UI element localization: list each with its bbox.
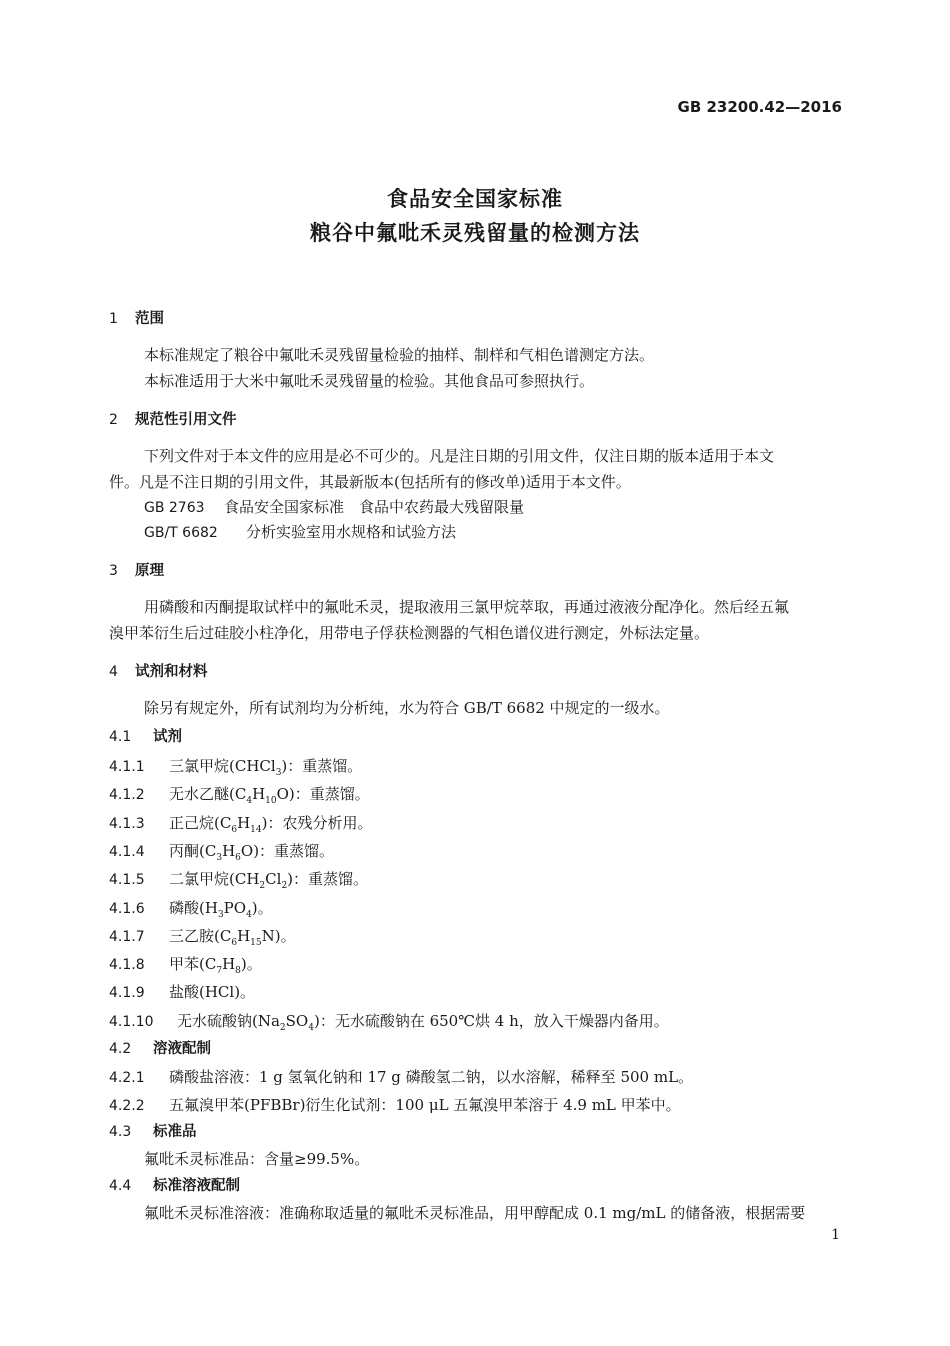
section-3-heading xyxy=(109,561,164,581)
item-text: 丙酮(C xyxy=(169,842,217,860)
title-line-1: 食品安全国家标准 xyxy=(387,187,563,211)
section-4-heading xyxy=(109,662,208,682)
section-number: 4.1 xyxy=(109,729,132,745)
item-number: 4.1.10 xyxy=(109,1014,154,1030)
formula-subscript: 4 xyxy=(308,1023,314,1033)
item-text: Cl xyxy=(265,870,282,888)
section-3-para-line-1: 用磷酸和丙酮提取试样中的氟吡禾灵，提取液用三氯甲烷萃取，再通过液液分配净化。然后经五氟 xyxy=(144,598,790,616)
formula-subscript: 3 xyxy=(216,853,223,863)
item-text: 甲苯(C xyxy=(169,955,217,973)
section-number: 4.4 xyxy=(109,1178,132,1194)
formula-subscript: 2 xyxy=(259,881,266,891)
formula-subscript: 6 xyxy=(231,938,238,948)
reagent-item xyxy=(109,982,255,1003)
subsection-4-2-heading xyxy=(109,1039,211,1059)
item-text: )：重蒸馏。 xyxy=(281,757,363,775)
formula-subscript: 3 xyxy=(275,768,282,778)
formula-subscript: 10 xyxy=(265,796,277,806)
item-text: 盐酸(HCl)。 xyxy=(169,983,256,1001)
item-number: 4.1.5 xyxy=(109,872,145,888)
section-number: 4 xyxy=(109,664,118,680)
section-title: 范围 xyxy=(135,311,164,327)
item-text: )。 xyxy=(251,899,273,917)
reference-title: 分析实验室用水规格和试验方法 xyxy=(246,523,457,541)
section-number: 1 xyxy=(109,311,118,327)
reagent-item xyxy=(109,954,262,981)
item-text: 三乙胺(C xyxy=(169,927,232,945)
reagent-item xyxy=(109,926,296,953)
item-text: 五氟溴甲苯(PFBBr)衍生化试剂：100 μL 五氟溴甲苯溶于 4.9 mL 甲苯中。 xyxy=(169,1096,681,1114)
section-title: 溶液配制 xyxy=(153,1041,211,1057)
item-text: H xyxy=(252,785,266,803)
standard-code: GB 23200.42—2016 xyxy=(677,98,842,116)
reagent-item xyxy=(109,756,362,783)
reagent-item xyxy=(109,1011,669,1038)
item-text: H xyxy=(237,927,251,945)
item-text: 正己烷(C xyxy=(169,814,232,832)
section-title: 试剂和材料 xyxy=(135,664,208,680)
reagent-item xyxy=(109,841,334,868)
section-number: 2 xyxy=(109,412,118,428)
item-text: PO xyxy=(223,899,247,917)
item-text: )。 xyxy=(240,955,262,973)
formula-subscript: 14 xyxy=(250,825,262,835)
item-text: O)：重蒸馏。 xyxy=(240,842,335,860)
solution-item-4-2-1 xyxy=(109,1067,693,1088)
subsection-4-1-heading xyxy=(109,727,182,747)
item-text: 无水乙醚(C xyxy=(169,785,247,803)
item-number: 4.1.7 xyxy=(109,929,145,945)
section-title: 标准品 xyxy=(153,1124,197,1140)
subsection-4-4-text: 氟吡禾灵标准溶液：准确称取适量的氟吡禾灵标准品，用甲醇配成 0.1 mg/mL 的储备液，根据需要 xyxy=(144,1204,806,1222)
item-number: 4.1.6 xyxy=(109,901,145,917)
section-2-para-line-2: 件。凡是不注日期的引用文件，其最新版本(包括所有的修改单)适用于本文件。 xyxy=(109,473,631,491)
item-text: H xyxy=(222,955,236,973)
formula-subscript: 3 xyxy=(217,910,224,920)
item-number: 4.1.4 xyxy=(109,844,145,860)
item-number: 4.1.1 xyxy=(109,759,145,775)
item-text: 无水硫酸钠(Na xyxy=(177,1012,280,1030)
reference-title: 食品安全国家标准 食品中农药最大残留限量 xyxy=(224,498,525,516)
section-1-heading xyxy=(109,309,164,329)
subsection-4-3-text: 氟吡禾灵标准品：含量≥99.5%。 xyxy=(144,1150,370,1168)
subsection-4-4-heading xyxy=(109,1176,240,1196)
section-2-para-line-1: 下列文件对于本文件的应用是必不可少的。凡是注日期的引用文件，仅注日期的版本适用于本文 xyxy=(144,447,775,465)
formula-subscript: 4 xyxy=(246,910,252,920)
section-2-heading xyxy=(109,410,237,430)
item-text: H xyxy=(237,814,251,832)
section-title: 规范性引用文件 xyxy=(135,412,237,428)
reagent-item xyxy=(109,869,368,896)
section-number: 3 xyxy=(109,563,118,579)
item-number: 4.1.8 xyxy=(109,957,145,973)
item-text: 磷酸(H xyxy=(169,899,218,917)
formula-subscript: 7 xyxy=(216,966,223,976)
item-number: 4.2.1 xyxy=(109,1070,145,1086)
formula-subscript: 2 xyxy=(279,1023,286,1033)
reagent-item xyxy=(109,784,370,811)
subsection-4-3-heading xyxy=(109,1122,197,1142)
formula-subscript: 8 xyxy=(235,966,241,976)
item-number: 4.1.2 xyxy=(109,787,145,803)
item-number: 4.1.3 xyxy=(109,816,145,832)
formula-subscript: 6 xyxy=(231,825,238,835)
page-number: 1 xyxy=(831,1227,840,1243)
item-number: 4.2.2 xyxy=(109,1098,145,1114)
reference-2 xyxy=(144,522,456,543)
reagent-item xyxy=(109,813,372,840)
section-1-para-1: 本标准规定了粮谷中氟吡禾灵残留量检验的抽样、制样和气相色谱测定方法。 xyxy=(144,346,655,364)
item-text: 磷酸盐溶液：1 g 氢氧化钠和 17 g 磷酸氢二钠，以水溶解，稀释至 500 mL。 xyxy=(169,1068,694,1086)
section-number: 4.3 xyxy=(109,1124,132,1140)
section-title: 原理 xyxy=(135,563,164,579)
item-text: )：重蒸馏。 xyxy=(287,870,369,888)
section-title: 标准溶液配制 xyxy=(153,1178,240,1194)
item-text: O)：重蒸馏。 xyxy=(276,785,370,803)
formula-subscript: 6 xyxy=(235,853,241,863)
item-text: SO xyxy=(285,1012,309,1030)
section-4-para-1: 除另有规定外，所有试剂均为分析纯，水为符合 GB/T 6682 中规定的一级水。 xyxy=(144,699,670,717)
reagent-item xyxy=(109,898,273,925)
item-text: H xyxy=(222,842,236,860)
section-1-para-2: 本标准适用于大米中氟吡禾灵残留量的检验。其他食品可参照执行。 xyxy=(144,372,595,390)
reference-code: GB/T 6682 xyxy=(144,525,218,541)
formula-subscript: 15 xyxy=(250,938,262,948)
reference-code: GB 2763 xyxy=(144,500,205,516)
section-number: 4.2 xyxy=(109,1041,132,1057)
item-text: N)。 xyxy=(261,927,296,945)
section-3-para-line-2: 溴甲苯衍生后过硅胶小柱净化，用带电子俘获检测器的气相色谱仪进行测定，外标法定量。 xyxy=(109,624,710,642)
title-line-2: 粮谷中氟吡禾灵残留量的检测方法 xyxy=(310,221,640,245)
reference-1 xyxy=(144,497,524,518)
item-text: )：农残分析用。 xyxy=(261,814,373,832)
item-number: 4.1.9 xyxy=(109,985,145,1001)
formula-subscript: 2 xyxy=(281,881,288,891)
section-title: 试剂 xyxy=(153,729,182,745)
formula-subscript: 4 xyxy=(246,796,253,806)
item-text: 三氯甲烷(CHCl xyxy=(169,757,276,775)
item-text: )：无水硫酸钠在 650℃烘 4 h，放入干燥器内备用。 xyxy=(313,1012,669,1030)
solution-item-4-2-2 xyxy=(109,1095,681,1116)
item-text: 二氯甲烷(CH xyxy=(169,870,260,888)
